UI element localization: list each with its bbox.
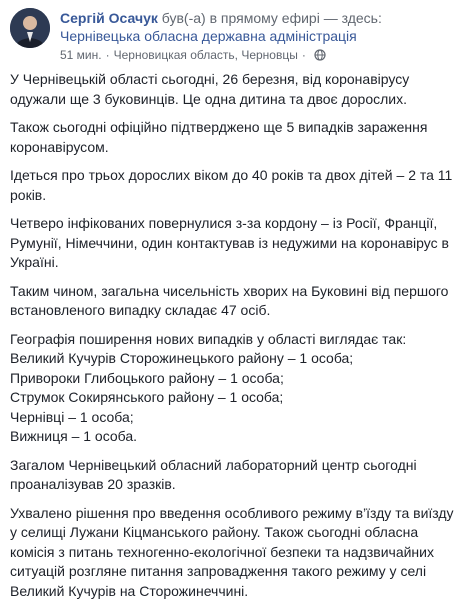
post-text-line: Також сьогодні офіційно підтверджено ще 5 випадків зараження bbox=[10, 119, 428, 135]
post-text-line: комісія з питань техногенно-екологічної безпеки та надзвичайних bbox=[10, 543, 434, 560]
post-body bbox=[10, 70, 464, 610]
post-header bbox=[10, 8, 466, 60]
post-text-line: Ідеться про трьох дорослих віком до 40 років та двох дітей – 2 та 11 bbox=[10, 167, 453, 183]
post-time[interactable]: 51 мин. bbox=[60, 48, 102, 62]
post-paragraph bbox=[10, 282, 464, 321]
post-text-line: Ухвалено рішення про введення особливого режиму в’їзду та виїзду bbox=[10, 504, 454, 521]
post-text-line: проаналізував 20 зразків. bbox=[10, 476, 176, 492]
post-text-line: Таким чином, загальна чисельність хворих на Буковині від першого bbox=[10, 282, 449, 299]
meta-separator-2: · bbox=[301, 48, 306, 62]
globe-icon[interactable] bbox=[314, 49, 326, 61]
post-text-line: Великий Кучурів на Сторожинеччині. bbox=[10, 582, 249, 599]
avatar[interactable] bbox=[10, 8, 50, 48]
post-text-line: Привороки Глибоцького району – 1 особа; bbox=[10, 369, 284, 386]
post-text-line: Четверо інфікованих повернулися з-за кордону – із Росії, Франції, bbox=[10, 215, 438, 231]
post-text-line: коронавірусом. bbox=[10, 138, 109, 155]
page-link[interactable]: Чернівецька обласна державна адміністрація bbox=[60, 28, 357, 44]
post-paragraph bbox=[10, 118, 464, 157]
post-text-line: Україні. bbox=[10, 254, 59, 270]
post-text-line: Географія поширення нових випадків у області виглядає так: bbox=[10, 330, 407, 347]
live-action-text: був(-а) в прямому ефирі — здесь: bbox=[157, 10, 382, 26]
post-paragraph bbox=[10, 214, 464, 273]
post-paragraph bbox=[10, 456, 464, 495]
post-paragraph bbox=[10, 166, 464, 205]
post-text-line: років. bbox=[10, 186, 47, 203]
post-text-line: Струмок Сокирянського району – 1 особа; bbox=[10, 389, 284, 405]
post-text-line: Вижниця – 1 особа. bbox=[10, 428, 138, 444]
post-location[interactable]: Черновицкая область, Черновцы bbox=[113, 48, 298, 62]
avatar-image bbox=[10, 8, 50, 48]
post-header-text bbox=[60, 9, 466, 63]
post-text-line: Румунії, Німеччини, один контактував із недужими на коронавірус в bbox=[10, 234, 449, 251]
author-link[interactable]: Сергій Осачук bbox=[60, 10, 158, 26]
meta-separator: · bbox=[105, 48, 110, 62]
post-text-line: Великий Кучурів Сторожинецького району – 1 особа; bbox=[10, 350, 354, 366]
post-paragraph bbox=[10, 330, 464, 447]
post-text-line: Чернівці – 1 особа; bbox=[10, 408, 134, 425]
post-text-line: Загалом Чернівецький обласний лабораторний центр сьогодні bbox=[10, 456, 417, 473]
post-text-line: у селищі Лужани Кіцманського району. Також сьогодні обласна bbox=[10, 524, 419, 540]
post-meta bbox=[60, 47, 466, 63]
post-text-line: одужали ще 3 буковинців. Це одна дитина та двоє дорослих. bbox=[10, 90, 407, 107]
post-paragraph bbox=[10, 504, 464, 602]
author-line bbox=[60, 9, 466, 27]
post-paragraph bbox=[10, 70, 464, 109]
post-text-line: У Чернівецькій області сьогодні, 26 березня, від коронавірусу bbox=[10, 71, 410, 87]
post-text-line: встановленого випадку складає 47 осіб. bbox=[10, 302, 271, 318]
post-text-line: ситуацій розгляне питання запровадження такого режиму у селі bbox=[10, 563, 427, 579]
